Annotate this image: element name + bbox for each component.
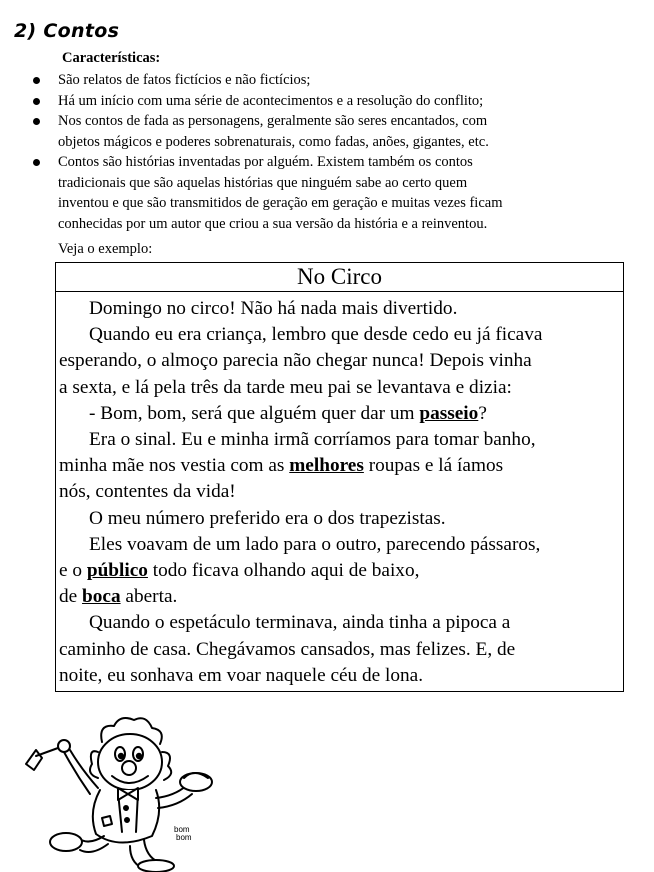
story-box [55,262,624,692]
story-line [59,584,620,610]
characteristic-line: Nos contos de fada as personagens, geralmente são seres encantados, com [58,113,488,129]
story-line [59,532,620,558]
characteristic-line: tradicionais que são aquelas histórias que ninguém sabe ao certo quem [58,174,468,191]
story-line [59,453,620,479]
story-line [59,558,620,584]
story-text: noite, eu sonhava em voar naquele céu de lona. [59,664,424,686]
characteristic-line: São relatos de fatos fictícios e não fictícios; [58,72,311,88]
story-line [59,322,620,348]
characteristic-item [30,70,630,91]
characteristic-item [30,152,630,234]
story-text: Quando o espetáculo terminava, ainda tinha a pipoca a [89,612,511,634]
story-line [59,375,620,401]
bullet-icon [33,159,40,166]
characteristic-line: inventou e que são transmitidos de geração em geração e muitas vezes ficam [58,195,503,211]
story-text: nós, contentes da vida! [59,481,236,503]
brand-mark-bottom: bom [176,833,192,842]
section-heading: 2) Contos [14,20,120,42]
highlighted-word: boca [82,586,121,608]
characteristic-item [30,111,630,152]
story-text: Quando eu era criança, lembro que desde cedo eu já ficava [89,324,543,346]
story-line [59,401,620,427]
story-text: e o [59,560,87,582]
story-text: - Bom, bom, será que alguém quer dar um [89,402,420,424]
story-text: minha mãe nos vestia com as [59,455,290,477]
story-text: de [59,586,83,608]
bullet-icon [33,77,40,84]
characteristics-heading: Características: [62,50,161,66]
highlighted-word: público [86,560,148,582]
highlighted-word: passeio [419,402,479,424]
story-text: caminho de casa. Chegávamos cansados, mas felizes. E, de [59,638,516,660]
characteristic-line: Contos são histórias inventadas por alguém. Existem também os contos [58,154,473,170]
bullet-icon [33,98,40,105]
story-line [59,427,620,453]
example-intro: Veja o exemplo: [58,241,153,257]
story-line [59,610,620,636]
story-text: roupas e lá íamos [363,455,504,477]
story-text: O meu número preferido era o dos trapezistas. [89,507,446,529]
story-line [59,348,620,374]
story-text: todo ficava olhando aqui de baixo, [147,560,420,582]
story-title: No Circo [56,263,623,292]
clown-illustration [18,712,218,872]
characteristic-line: conhecidas por um autor que criou a sua versão da história e a reinventou. [58,215,488,232]
characteristic-item [30,91,630,112]
characteristics-list [30,70,630,234]
story-text: Eles voavam de um lado para o outro, parecendo pássaros, [89,533,541,555]
brand-mark-top: bom [174,825,190,834]
story-line [59,637,620,663]
story-line [59,296,620,322]
story-text: aberta. [120,586,178,608]
story-text: ? [478,402,487,424]
story-body [56,292,623,689]
story-line [59,663,620,689]
characteristic-line: objetos mágicos e poderes sobrenaturais, como fadas, anões, gigantes, etc. [58,133,489,150]
highlighted-word: melhores [289,455,364,477]
story-text: Era o sinal. Eu e minha irmã corríamos para tomar banho, [89,429,536,451]
story-text: a sexta, e lá pela três da tarde meu pai se levantava e dizia: [59,376,512,398]
story-text: Domingo no circo! Não há nada mais divertido. [89,298,458,319]
story-line [59,479,620,505]
characteristic-line: Há um início com uma série de acontecimentos e a resolução do conflito; [58,92,484,109]
bullet-icon [33,118,40,125]
story-text: esperando, o almoço parecia não chegar nunca! Depois vinha [59,350,532,372]
story-line [59,506,620,532]
